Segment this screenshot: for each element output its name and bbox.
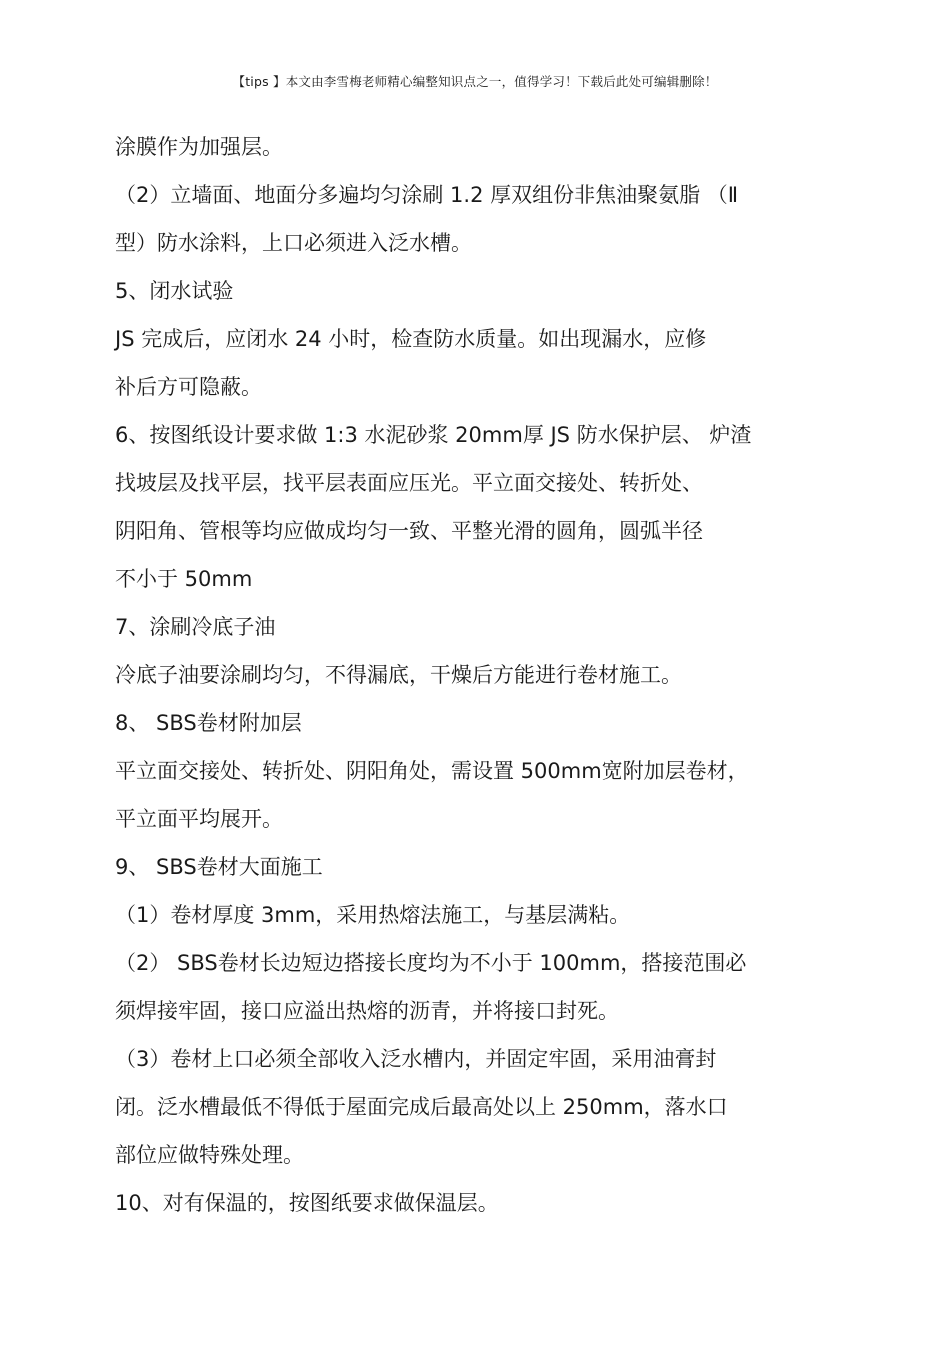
- text-line: 型）防水涂料，上口必须进入泛水槽。: [115, 231, 472, 255]
- text-line: （3）卷材上口必须全部收入泛水槽内，并固定牢固，采用油膏封: [115, 1047, 717, 1071]
- text-line: JS 完成后，应闭水 24 小时，检查防水质量。如出现漏水，应修: [115, 327, 707, 351]
- text-line: 须焊接牢固，接口应溢出热熔的沥青，并将接口封死。: [115, 999, 619, 1023]
- section-heading: 7、涂刷冷底子油: [115, 615, 276, 639]
- text-line: 找坡层及找平层，找平层表面应压光。平立面交接处、转折处、: [115, 471, 703, 495]
- text-line: 部位应做特殊处理。: [115, 1143, 304, 1167]
- section-heading: 8、 SBS卷材附加层: [115, 711, 302, 735]
- text-line: （2）立墙面、地面分多遍均匀涂刷 1.2 厚双组份非焦油聚氨脂 （Ⅱ: [115, 183, 739, 207]
- section-heading: 9、 SBS卷材大面施工: [115, 855, 323, 879]
- section-heading: 10、对有保温的，按图纸要求做保温层。: [115, 1191, 499, 1215]
- text-line: （2） SBS卷材长边短边搭接长度均为不小于 100mm，搭接范围必: [115, 951, 747, 975]
- text-line: 平立面平均展开。: [115, 807, 283, 831]
- text-line: （1）卷材厚度 3mm，采用热熔法施工，与基层满粘。: [115, 903, 631, 927]
- text-line: 不小于 50mm: [115, 567, 253, 591]
- text-line: 6、按图纸设计要求做 1:3 水泥砂浆 20mm厚 JS 防水保护层、 炉渣: [115, 423, 752, 447]
- text-line: 闭。泛水槽最低不得低于屋面完成后最高处以上 250mm，落水口: [115, 1095, 728, 1119]
- header-note: 【tips 】本文由李雪梅老师精心编整知识点之一，值得学习！下载后此处可编辑删除！: [232, 74, 718, 89]
- section-heading: 5、闭水试验: [115, 279, 234, 303]
- text-line: 涂膜作为加强层。: [115, 135, 283, 159]
- text-line: 阴阳角、管根等均应做成均匀一致、平整光滑的圆角，圆弧半径: [115, 519, 703, 543]
- text-line: 补后方可隐蔽。: [115, 375, 262, 399]
- text-line: 平立面交接处、转折处、阴阳角处，需设置 500mm宽附加层卷材，: [115, 759, 749, 783]
- text-line: 冷底子油要涂刷均匀，不得漏底，干燥后方能进行卷材施工。: [115, 663, 682, 687]
- document-body: [115, 128, 835, 1232]
